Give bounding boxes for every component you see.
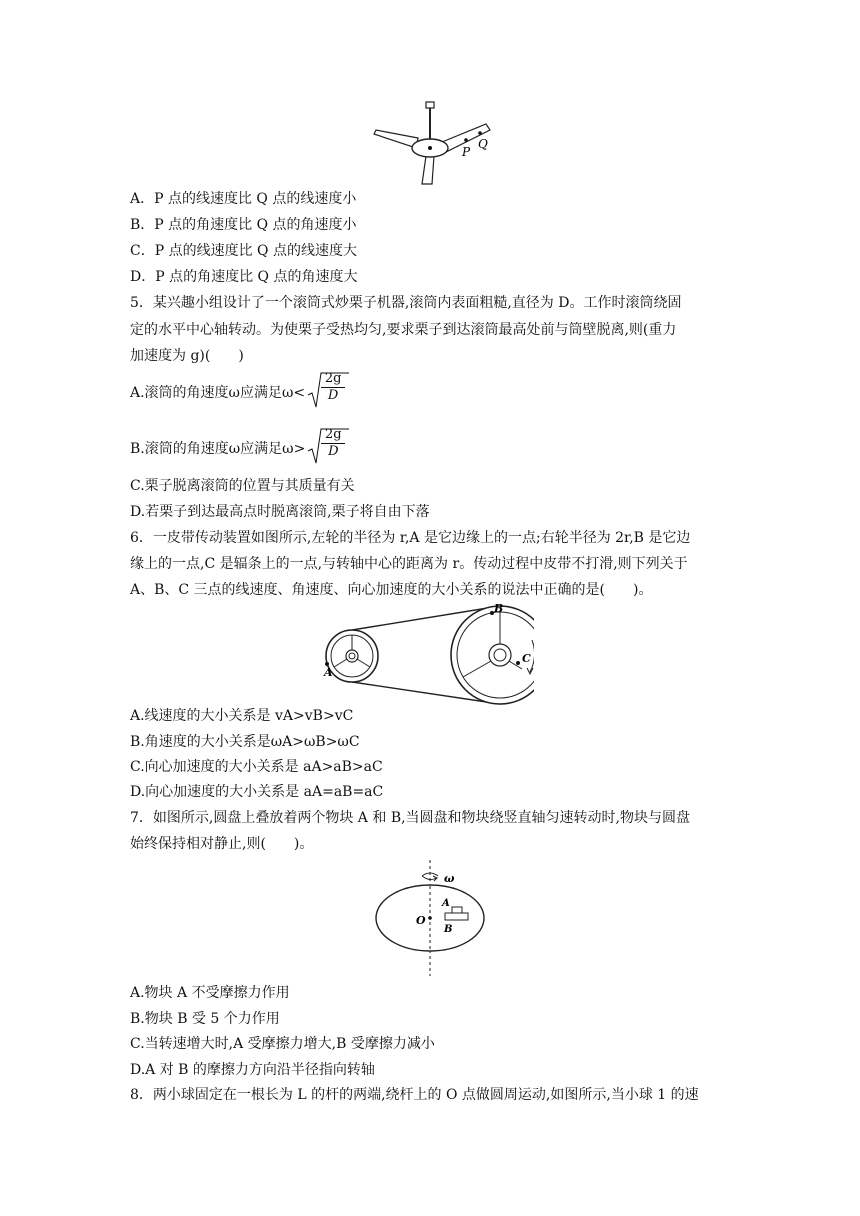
q5-option-b — [130, 427, 349, 467]
point-q-label: Q — [478, 137, 488, 151]
q6-option-c: C.向心加速度的大小关系是 aA>aB>aC — [130, 759, 383, 775]
q6-stem-line-1: 6．一皮带传动装置如图所示,左轮的半径为 r,A 是它边缘上的一点;右轮半径为 2r,B 是它边 — [130, 530, 691, 546]
q6-option-b: B.角速度的大小关系是ωA>ωB>ωC — [130, 734, 360, 750]
q6-option-d: D.向心加速度的大小关系是 aA=aB=aC — [130, 784, 384, 800]
q7-option-c: C.当转速增大时,A 受摩擦力增大,B 受摩擦力减小 — [130, 1036, 435, 1052]
q5-stem-line-3: 加速度为 g)( ) — [130, 348, 244, 364]
q7-option-a: A.物块 A 不受摩擦力作用 — [130, 985, 290, 1001]
q7-option-b: B.物块 B 受 5 个力作用 — [130, 1011, 280, 1027]
omega-label: ω — [444, 872, 455, 885]
q4-option-b: B．P 点的角速度比 Q 点的角速度小 — [130, 217, 357, 233]
q5-stem-line-1: 5．某兴趣小组设计了一个滚筒式炒栗子机器,滚筒内表面粗糙,直径为 D。工作时滚筒绕固 — [130, 295, 682, 311]
q8-stem-line-1: 8．两小球固定在一根长为 L 的杆的两端,绕杆上的 O 点做圆周运动,如图所示,当小球 1 的速 — [130, 1087, 699, 1103]
q6-option-a: A.线速度的大小关系是 vA>vB>vC — [130, 708, 354, 724]
q7-stem-line-2: 始终保持相对静止,则( )。 — [130, 836, 314, 852]
ceiling-fan-figure — [368, 98, 508, 190]
q7-stem-line-1: 7．如图所示,圆盘上叠放着两个物块 A 和 B,当圆盘和物块绕竖直轴匀速转动时,物块与圆盘 — [130, 810, 691, 826]
q5-option-a-text: A.滚筒的角速度ω应满足ω< — [130, 385, 306, 401]
q6-stem-line-3: A、B、C 三点的线速度、角速度、向心加速度的大小关系的说法中正确的是( )。 — [130, 582, 653, 598]
q4-option-d: D．P 点的角速度比 Q 点的角速度大 — [130, 269, 358, 285]
fraction-numerator: 2g — [321, 371, 345, 388]
q5-option-c: C.栗子脱离滚筒的位置与其质量有关 — [130, 478, 355, 494]
sqrt-expression — [307, 427, 349, 467]
q7-option-d: D.A 对 B 的摩擦力方向沿半径指向转轴 — [130, 1062, 375, 1078]
fraction-denominator: D — [328, 444, 339, 459]
block-b-label: B — [444, 924, 453, 935]
point-c-label: C — [522, 652, 531, 665]
q4-option-c: C．P 点的线速度比 Q 点的线速度大 — [130, 243, 357, 259]
rotating-disc-figure — [372, 858, 488, 978]
q5-option-a — [130, 371, 349, 411]
point-o-label: O — [416, 914, 426, 927]
point-p-label: P — [462, 145, 471, 159]
point-a-label: A — [324, 666, 333, 679]
q6-stem-line-2: 缘上的一点,C 是辐条上的一点,与转轴中心的距离为 r。传动过程中皮带不打滑,则下列关于 — [130, 556, 688, 572]
block-a-label: A — [442, 898, 450, 909]
point-b-label: B — [494, 602, 504, 615]
q5-option-b-text: B.滚筒的角速度ω应满足ω> — [130, 441, 306, 457]
fraction-denominator: D — [327, 388, 339, 403]
fraction-numerator: 2g — [321, 427, 345, 444]
belt-drive-figure — [322, 602, 534, 708]
q5-option-d: D.若栗子到达最高点时脱离滚筒,栗子将自由下落 — [130, 504, 430, 520]
sqrt-expression — [307, 371, 349, 411]
q5-stem-line-2: 定的水平中心轴转动。为使栗子受热均匀,要求栗子到达滚筒最高处前与筒壁脱离,则(重力 — [130, 322, 677, 338]
q4-option-a: A．P 点的线速度比 Q 点的线速度小 — [130, 191, 357, 207]
